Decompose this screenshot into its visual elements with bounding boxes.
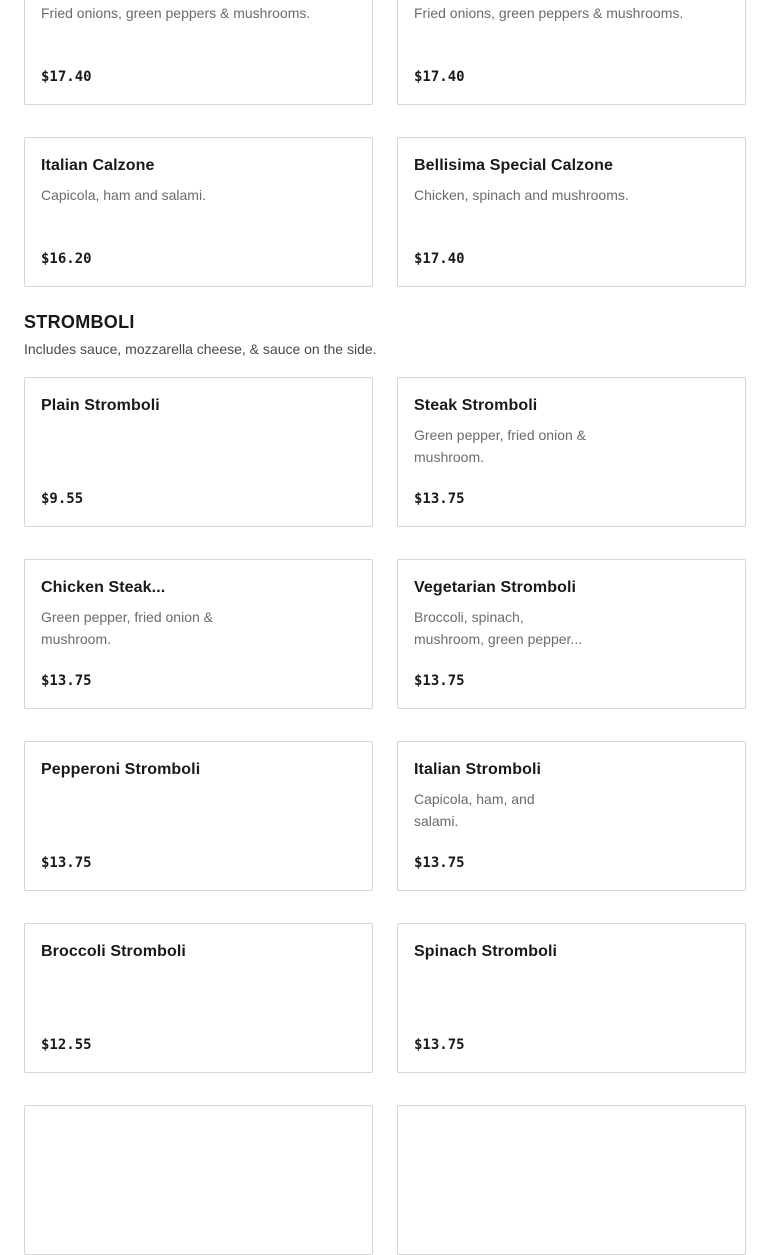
menu-item-card[interactable] xyxy=(397,0,746,105)
menu-item-card[interactable] xyxy=(24,0,373,105)
item-name: Vegetarian Stromboli xyxy=(414,579,577,596)
item-name: Steak Stromboli xyxy=(414,397,538,414)
item-price: $13.75 xyxy=(414,855,465,871)
menu-item-card[interactable] xyxy=(397,923,746,1073)
item-description: Chicken, spinach and mushrooms. xyxy=(414,187,629,203)
stromboli-grid xyxy=(24,377,746,1255)
item-description: Capicola, ham and salami. xyxy=(41,187,206,203)
item-price: $13.75 xyxy=(414,1037,465,1053)
item-description: Green pepper, fried onion & mushroom. xyxy=(41,609,214,647)
item-description: Broccoli, spinach, mushroom, green pepper... xyxy=(414,609,583,647)
item-price: $13.75 xyxy=(41,855,92,871)
item-price: $13.75 xyxy=(414,491,465,507)
item-price: $17.40 xyxy=(414,69,465,85)
menu-item-card[interactable] xyxy=(397,377,746,527)
menu-item-card[interactable] xyxy=(397,137,746,287)
menu-item-card[interactable] xyxy=(397,741,746,891)
item-price: $12.55 xyxy=(41,1037,92,1053)
item-description: Fried onions, green peppers & mushrooms. xyxy=(41,5,311,21)
item-name: Bellisima Special Calzone xyxy=(414,157,614,174)
item-price: $13.75 xyxy=(414,673,465,689)
item-name: Italian Stromboli xyxy=(414,761,542,778)
item-price: $13.75 xyxy=(41,673,92,689)
menu-item-card[interactable] xyxy=(24,137,373,287)
item-description: Capicola, ham, and salami. xyxy=(414,791,535,829)
item-name: Italian Calzone xyxy=(41,157,155,174)
menu-item-card[interactable] xyxy=(24,1105,373,1255)
item-name: Chicken Steak... xyxy=(41,579,166,596)
item-name: Plain Stromboli xyxy=(41,397,160,414)
calzone-grid xyxy=(24,0,746,287)
item-name: Pepperoni Stromboli xyxy=(41,761,201,778)
section-title: STROMBOLI xyxy=(24,312,135,332)
item-price: $17.40 xyxy=(414,251,465,267)
item-price: $9.55 xyxy=(41,491,84,507)
item-description: Green pepper, fried onion & mushroom. xyxy=(414,427,587,465)
menu-item-card[interactable] xyxy=(397,1105,746,1255)
item-name: Spinach Stromboli xyxy=(414,943,558,960)
menu-item-card[interactable] xyxy=(24,559,373,709)
menu-item-card[interactable] xyxy=(24,741,373,891)
menu-item-card[interactable] xyxy=(24,377,373,527)
item-price: $17.40 xyxy=(41,69,92,85)
item-name: Broccoli Stromboli xyxy=(41,943,186,960)
item-description: Fried onions, green peppers & mushrooms. xyxy=(414,5,684,21)
item-price: $16.20 xyxy=(41,251,92,267)
menu-item-card[interactable] xyxy=(397,559,746,709)
menu-item-card[interactable] xyxy=(24,923,373,1073)
section-subtitle: Includes sauce, mozzarella cheese, & sauce on the side. xyxy=(24,341,377,357)
